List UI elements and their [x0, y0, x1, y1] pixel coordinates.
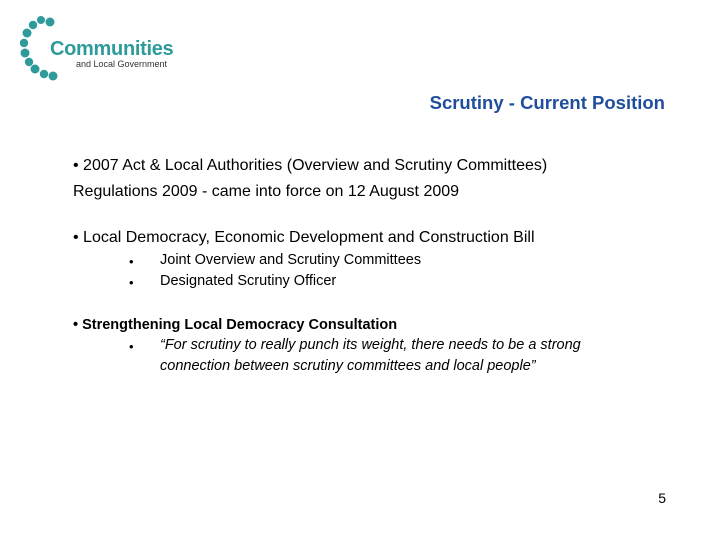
communities-logo: [20, 16, 195, 86]
logo-subtitle: and Local Government: [76, 59, 168, 69]
sub-point-scrutiny-officer: Designated Scrutiny Officer: [160, 273, 337, 289]
consultation-quote: “For scrutiny to really punch its weight, there needs to be a strong connection between scrutiny committees and local people”: [160, 337, 581, 374]
point-consultation: • Strengthening Local Democracy Consultation: [73, 317, 398, 333]
point-local-democracy-bill: • Local Democracy, Economic Development and Construction Bill: [73, 229, 535, 246]
point-2007-act: [73, 153, 547, 205]
sub-point-joint-committees: Joint Overview and Scrutiny Committees: [160, 252, 422, 268]
sub-bullet-dot: •: [129, 254, 134, 269]
page-number: 5: [658, 490, 666, 506]
sub-bullet-dot: •: [129, 339, 134, 354]
slide-title: Scrutiny - Current Position: [429, 92, 665, 113]
sub-bullet-dot: •: [129, 275, 134, 290]
point-2007-act-line1: • 2007 Act & Local Authorities (Overview and Scrutiny Committees): [73, 157, 548, 174]
logo-wordmark: Communities: [50, 38, 174, 60]
point-2007-act-line2: Regulations 2009 - came into force on 12 August 2009: [73, 183, 460, 200]
